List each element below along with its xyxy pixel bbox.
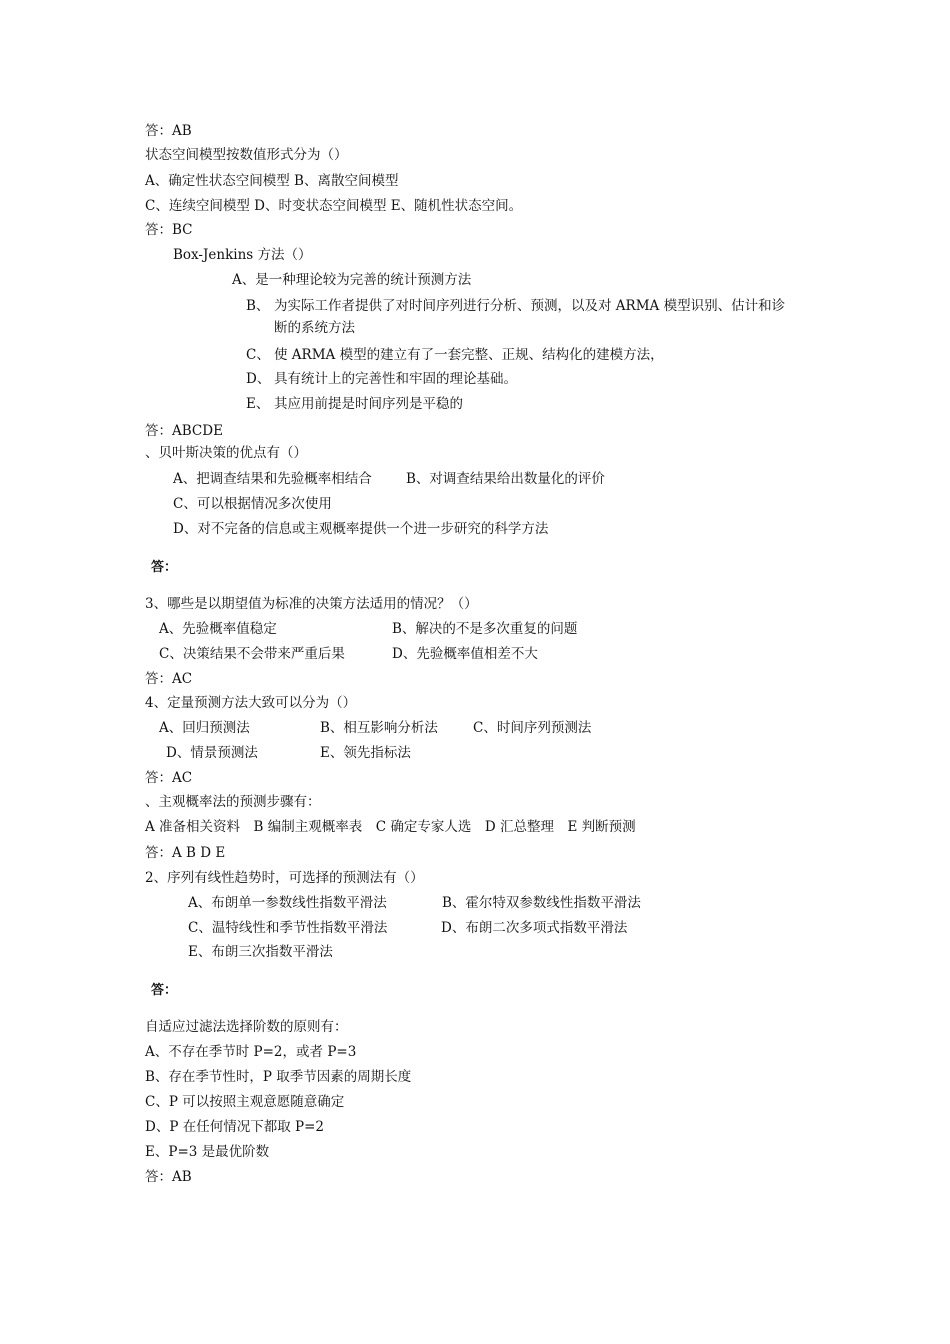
option-line: A、不存在季节时 P=2，或者 P=3: [145, 1044, 357, 1060]
answer-line: 答：A B D E: [145, 845, 226, 861]
answer-line: 答：: [151, 560, 178, 575]
option-line: B、对调查结果给出数量化的评价: [406, 471, 605, 487]
answer-line: 答：: [151, 983, 178, 998]
option-line: A、确定性状态空间模型 B、离散空间模型: [145, 173, 399, 189]
option-line: C、可以根据情况多次使用: [173, 496, 332, 512]
question-text: 自适应过滤法选择阶数的原则有：: [145, 1019, 348, 1035]
question-text: Box-Jenkins 方法（）: [173, 247, 312, 263]
answer-line: 答：AC: [145, 770, 193, 786]
option-line: D、先验概率值相差不大: [392, 646, 538, 662]
question-text: 状态空间模型按数值形式分为（）: [145, 147, 348, 163]
option-line: A、回归预测法: [159, 720, 250, 736]
option-line: E、布朗三次指数平滑法: [188, 944, 333, 960]
option-line: B、相互影响分析法: [320, 720, 438, 736]
option-line: C、决策结果不会带来严重后果: [159, 646, 345, 662]
option-line: A、布朗单一参数线性指数平滑法: [188, 895, 387, 911]
option-line: C、P 可以按照主观意愿随意确定: [145, 1094, 345, 1110]
option-text: 使 ARMA 模型的建立有了一套完整、正规、结构化的建模方法，: [274, 347, 664, 363]
question-text: 2、序列有线性趋势时，可选择的预测法有（）: [145, 870, 424, 886]
option-line: A 准备相关资料 B 编制主观概率表 C 确定专家人选 D 汇总整理 E 判断预测: [145, 819, 636, 835]
option-text-continued: 断的系统方法: [274, 320, 355, 336]
question-text: 4、定量预测方法大致可以分为（）: [145, 695, 357, 711]
option-label: C、: [246, 347, 270, 363]
option-text: 其应用前提是时间序列是平稳的: [274, 396, 463, 412]
question-text: 3、哪些是以期望值为标准的决策方法适用的情况？（）: [145, 596, 478, 612]
answer-line: 答：ABCDE: [145, 423, 223, 439]
option-label: B、: [246, 298, 270, 314]
option-text: 具有统计上的完善性和牢固的理论基础。: [274, 371, 517, 387]
option-line: B、存在季节性时，P 取季节因素的周期长度: [145, 1069, 412, 1085]
option-line: B、霍尔特双参数线性指数平滑法: [442, 895, 641, 911]
question-text: 、贝叶斯决策的优点有（）: [145, 445, 307, 461]
option-line: D、布朗二次多项式指数平滑法: [441, 920, 628, 936]
option-line: C、温特线性和季节性指数平滑法: [188, 920, 388, 936]
answer-line: 答：BC: [145, 222, 193, 238]
option-line: E、领先指标法: [320, 745, 411, 761]
option-line: D、对不完备的信息或主观概率提供一个进一步研究的科学方法: [173, 521, 549, 537]
answer-line: 答：AC: [145, 671, 193, 687]
option-line: C、时间序列预测法: [473, 720, 592, 736]
option-label: D、: [246, 371, 271, 387]
option-line: A、先验概率值稳定: [159, 621, 277, 637]
option-text: 为实际工作者提供了对时间序列进行分析、预测，以及对 ARMA 模型识别、估计和诊: [274, 298, 786, 314]
option-line: A、把调查结果和先验概率相结合: [173, 471, 372, 487]
option-line: A、是一种理论较为完善的统计预测方法: [232, 272, 472, 288]
option-line: D、情景预测法: [166, 745, 258, 761]
answer-line: 答：AB: [145, 123, 192, 139]
option-line: B、解决的不是多次重复的问题: [392, 621, 578, 637]
option-line: D、P 在任何情况下都取 P=2: [145, 1119, 324, 1135]
question-text: 、主观概率法的预测步骤有：: [145, 794, 321, 810]
answer-line: 答：AB: [145, 1169, 192, 1185]
option-label: E、: [246, 396, 270, 412]
option-line: E、P=3 是最优阶数: [145, 1144, 270, 1160]
option-line: C、连续空间模型 D、时变状态空间模型 E、随机性状态空间。: [145, 198, 523, 214]
